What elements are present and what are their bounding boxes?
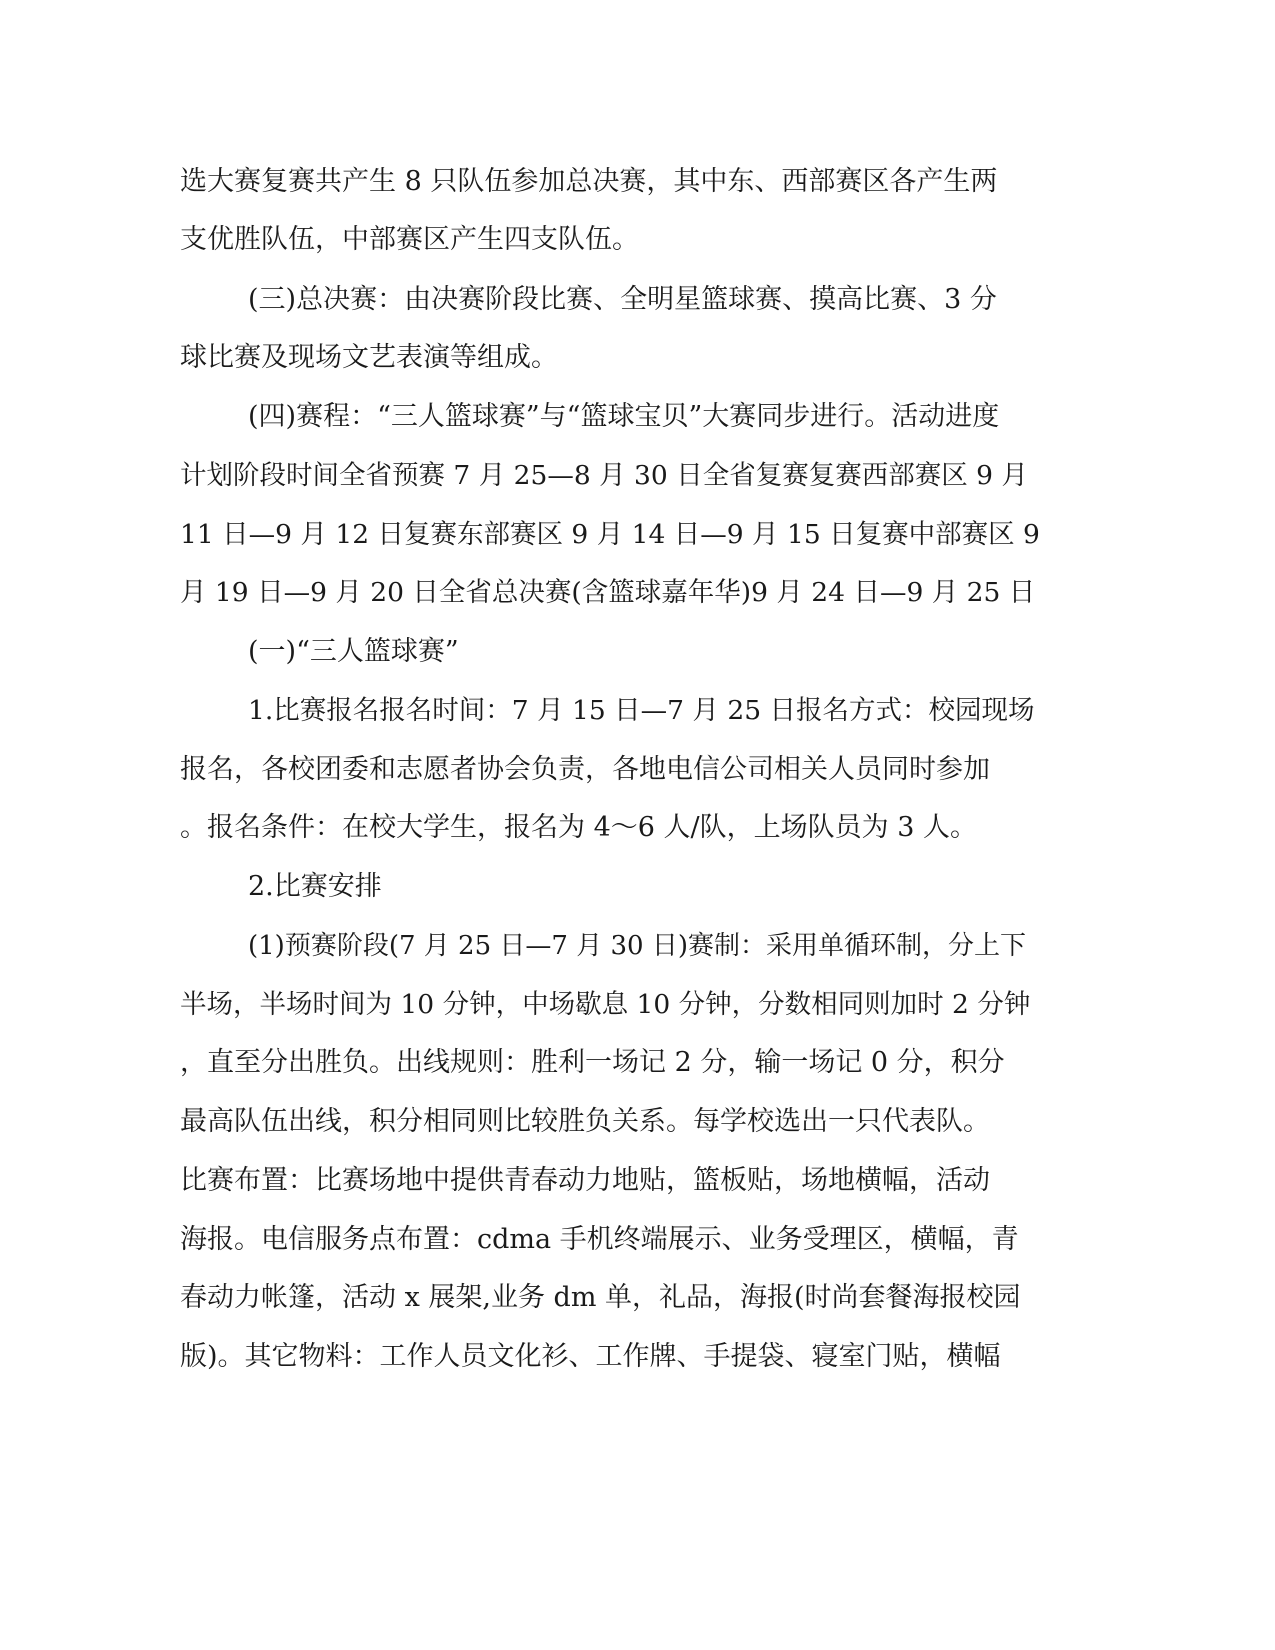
text-line <box>0 1161 1275 1201</box>
text-line <box>0 456 1275 496</box>
line-text: 版)。其它物料：工作人员文化衫、工作牌、手提袋、寝室门贴，横幅 <box>180 1341 1001 1372</box>
line-text: 球比赛及现场文艺表演等组成。 <box>180 342 558 373</box>
line-text: 最高队伍出线，积分相同则比较胜负关系。每学校选出一只代表队。 <box>180 1106 990 1137</box>
line-text: (一)“三人篮球赛” <box>248 636 459 667</box>
text-line <box>0 573 1275 613</box>
line-text: 2.比赛安排 <box>248 871 382 902</box>
line-text: 比赛布置：比赛场地中提供青春动力地贴，篮板贴，场地横幅，活动 <box>180 1165 990 1196</box>
text-line <box>0 985 1275 1025</box>
line-text: 报名，各校团委和志愿者协会负责，各地电信公司相关人员同时参加 <box>180 754 990 785</box>
text-line <box>0 220 1275 260</box>
text-line <box>0 867 1275 907</box>
text-line <box>0 632 1275 672</box>
text-line <box>0 691 1275 731</box>
text-line <box>0 1220 1275 1260</box>
text-line <box>0 1043 1275 1083</box>
text-line <box>0 162 1275 202</box>
text-line <box>0 926 1275 966</box>
line-text: 半场，半场时间为 10 分钟，中场歇息 10 分钟，分数相同则加时 2 分钟 <box>180 989 1031 1020</box>
line-text: 海报。电信服务点布置：cdma 手机终端展示、业务受理区，横幅，青 <box>180 1224 1019 1255</box>
line-text: 。报名条件：在校大学生，报名为 4～6 人/队，上场队员为 3 人。 <box>180 812 977 843</box>
text-line <box>0 750 1275 790</box>
line-text: 11 日—9 月 12 日复赛东部赛区 9 月 14 日—9 月 15 日复赛中部赛区 9 <box>180 519 1040 550</box>
line-text: (四)赛程：“三人篮球赛”与“篮球宝贝”大赛同步进行。活动进度 <box>248 401 1000 432</box>
line-text: 支优胜队伍，中部赛区产生四支队伍。 <box>180 224 639 255</box>
line-text: 1.比赛报名报名时间：7 月 15 日—7 月 25 日报名方式：校园现场 <box>248 695 1035 726</box>
line-text: (1)预赛阶段(7 月 25 日—7 月 30 日)赛制：采用单循环制，分上下 <box>248 931 1026 961</box>
line-text: ，直至分出胜负。出线规则：胜利一场记 2 分，输一场记 0 分，积分 <box>180 1047 1005 1078</box>
text-line <box>0 808 1275 848</box>
text-line <box>0 1337 1275 1377</box>
line-text: 选大赛复赛共产生 8 只队伍参加总决赛，其中东、西部赛区各产生两 <box>180 166 998 197</box>
text-line <box>0 338 1275 378</box>
text-line <box>0 515 1275 555</box>
text-line <box>0 280 1275 320</box>
text-line <box>0 1278 1275 1318</box>
line-text: 月 19 日—9 月 20 日全省总决赛(含篮球嘉年华)9 月 24 日—9 月 25 日 <box>180 577 1036 608</box>
line-text: 春动力帐篷，活动 x 展架,业务 dm 单，礼品，海报(时尚套餐海报校园 <box>180 1282 1021 1313</box>
line-text: 计划阶段时间全省预赛 7 月 25—8 月 30 日全省复赛复赛西部赛区 9 月 <box>180 460 1028 491</box>
line-text: (三)总决赛：由决赛阶段比赛、全明星篮球赛、摸高比赛、3 分 <box>248 284 997 315</box>
text-line <box>0 1102 1275 1142</box>
text-line <box>0 397 1275 437</box>
